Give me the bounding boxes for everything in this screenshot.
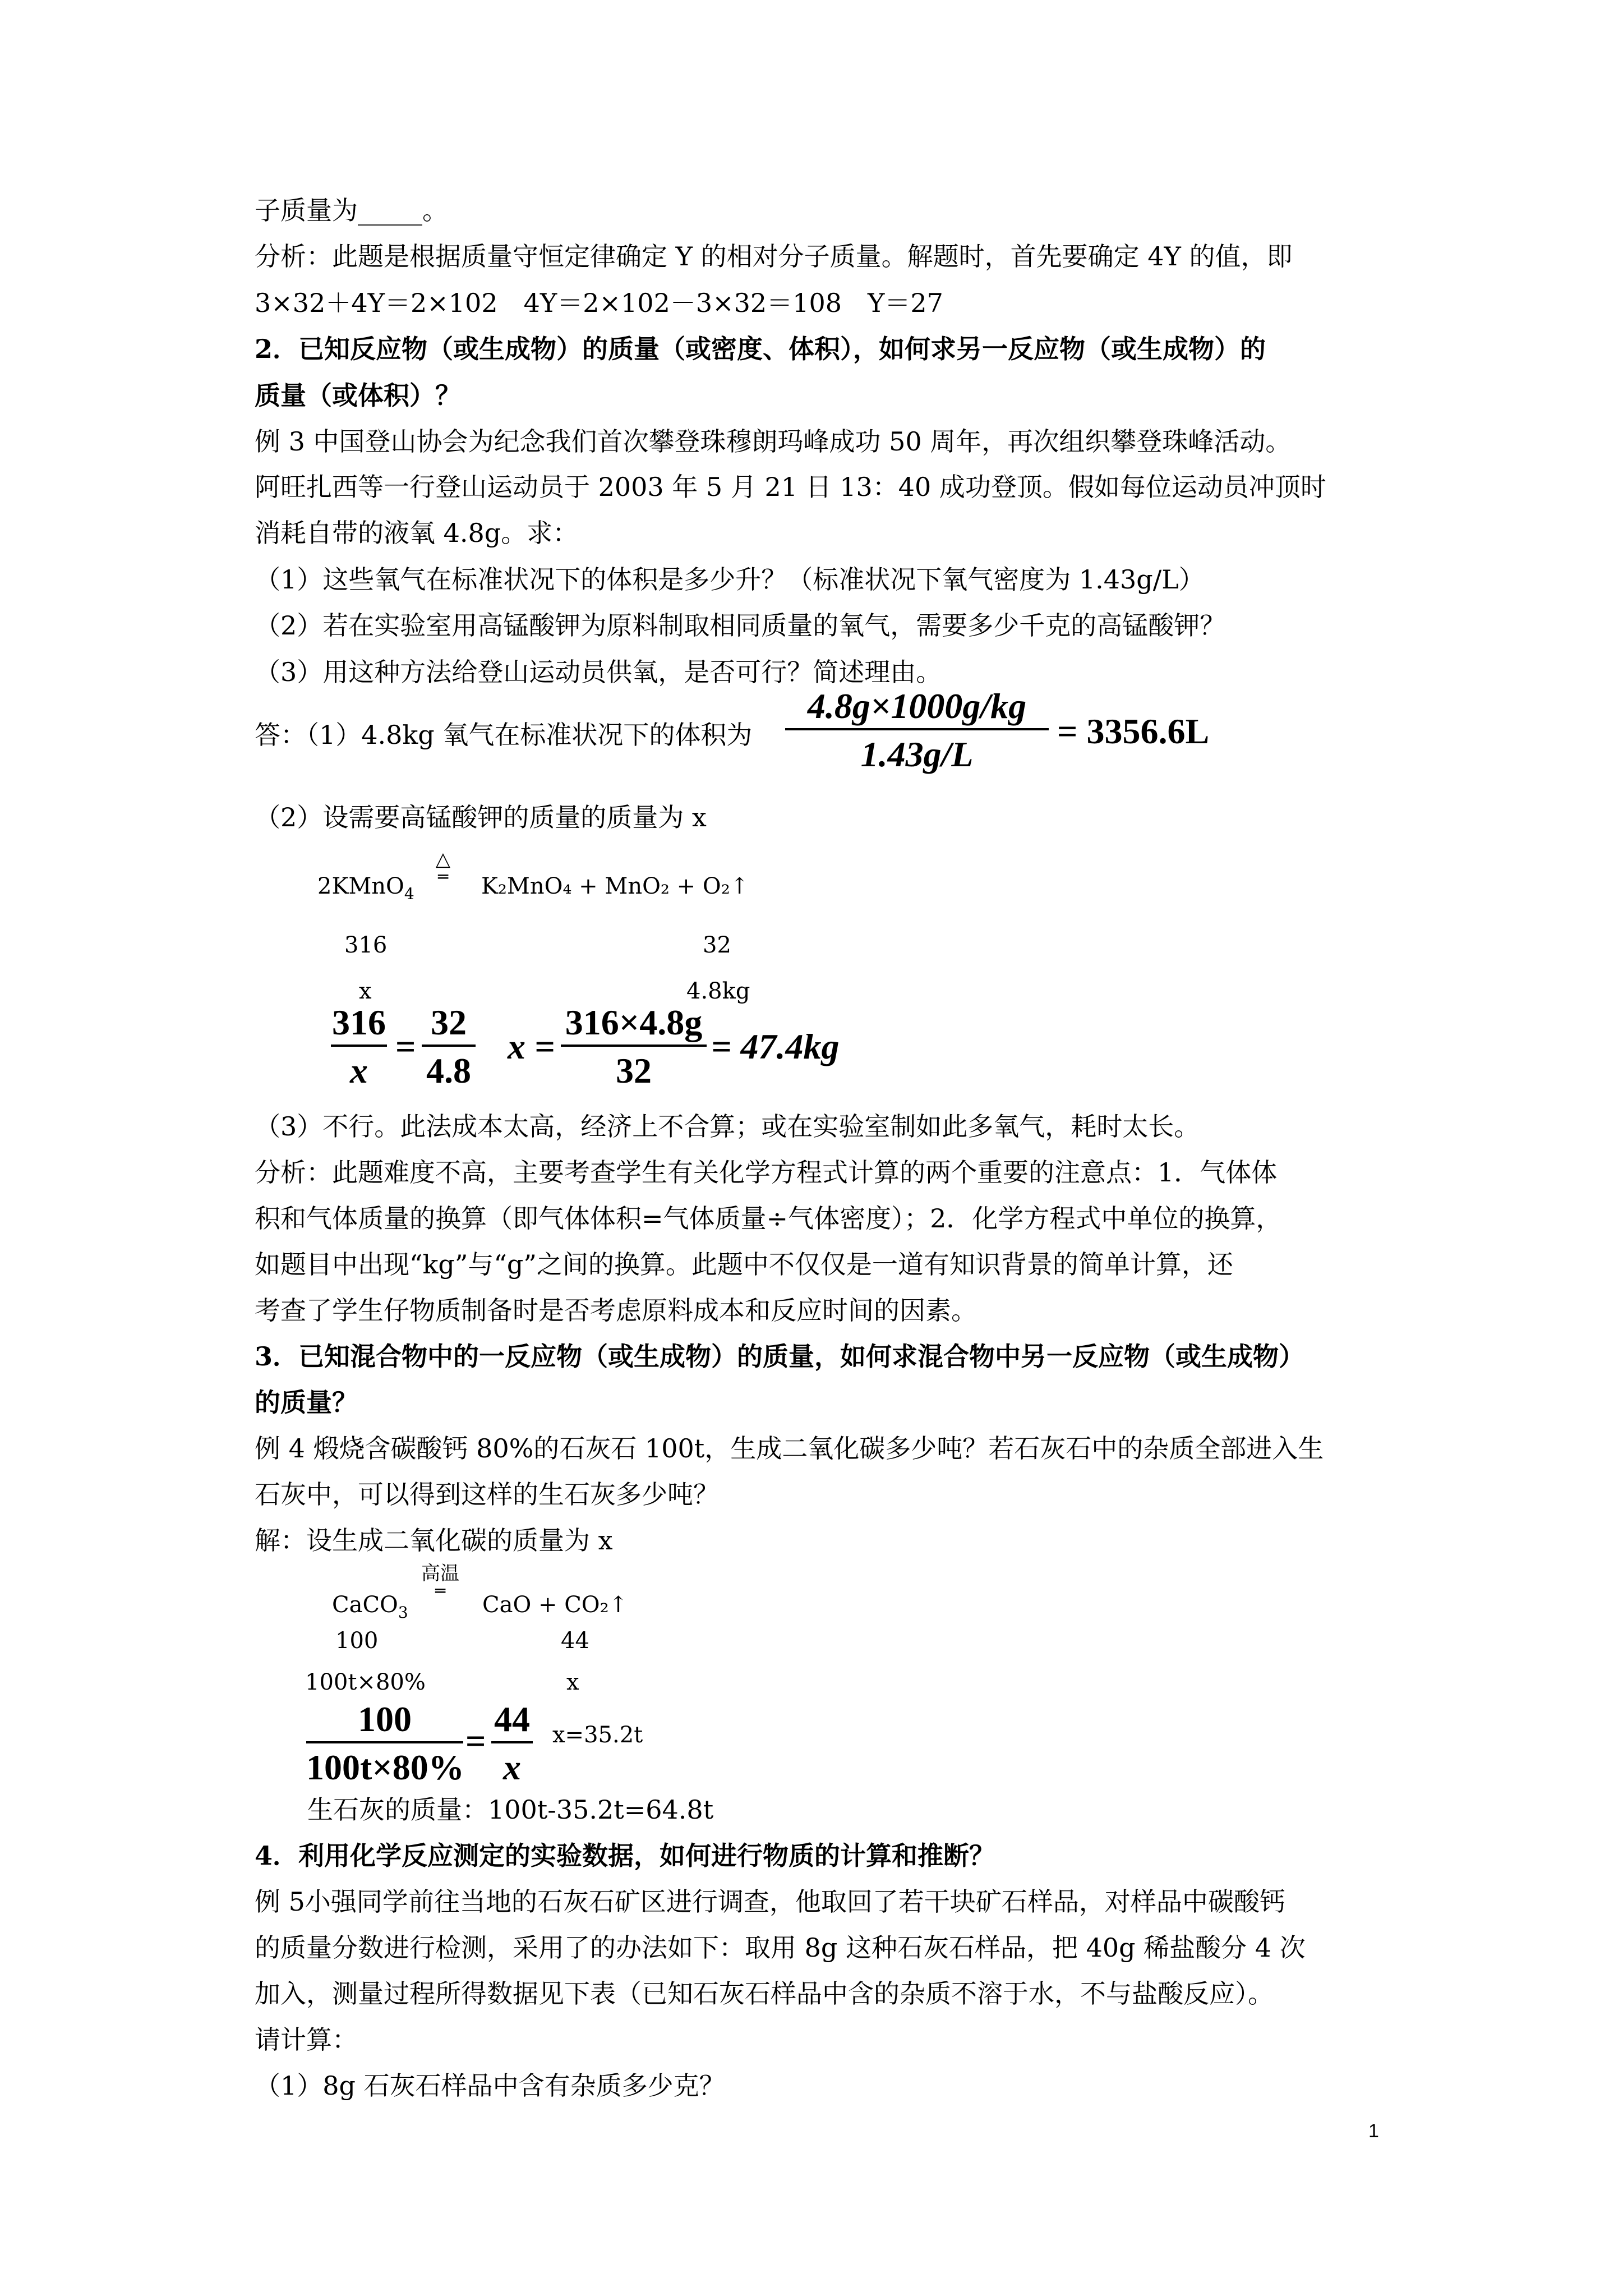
result-value: x=35.2t [552,1722,643,1748]
heat-symbol: △ [435,848,451,871]
section-heading: 质量（或体积）？ [255,380,461,411]
section-heading: 2．已知反应物（或生成物）的质量（或密度、体积），如何求另一反应物（或生成物）的 [255,334,1266,364]
answer-line: 解：设生成二氧化碳的质量为 x [255,1525,613,1556]
text-line: 加入，测量过程所得数据见下表（已知石灰石样品中含的杂质不溶于水，不与盐酸反应）。 [255,1978,1274,2009]
molar-mass-value: 44 [561,1628,589,1654]
given-value: x [359,978,372,1004]
volume-fraction [785,685,1049,775]
condition-label: 高温 [421,1562,459,1585]
products-formula: K₂MnO₄ + MnO₂ + O₂↑ [481,873,749,899]
text-line: 例 3 中国登山协会为纪念我们首次攀登珠穆朗玛峰成功 50 周年，再次组织攀登珠峰活动。 [255,426,1292,457]
page-number: 1 [1368,2120,1379,2142]
products-formula: CaO + CO₂↑ [482,1592,628,1618]
text-line: 3×32＋4Y＝2×102 4Y＝2×102－3×32＝108 Y＝27 [255,288,943,318]
fraction-numerator: 316 [332,1002,386,1042]
fraction-denominator: 4.8 [426,1051,471,1091]
ratio-fraction [422,1002,476,1092]
question-item: （1）这些氧气在标准状况下的体积是多少升？（标准状况下氧气密度为 1.43g/L） [255,564,1205,595]
equals-sign: = [465,1721,486,1761]
given-value: 4.8kg [686,978,750,1004]
reactant-formula: 2KMnO$_4$ [317,873,414,903]
variable-lhs: x = [508,1027,555,1066]
fraction-bar [785,728,1049,730]
answer-line: （2）设需要高锰酸钾的质量的质量为 x [255,802,707,832]
fraction-denominator: 32 [616,1051,652,1091]
fraction-numerator: 32 [431,1002,467,1042]
text-line: 例 4 煅烧含碳酸钙 80%的石灰石 100t，生成二氧化碳多少吨？若石灰石中的杂质全部进入生 [255,1433,1324,1464]
fraction-bar [561,1045,707,1047]
section-heading: 4．利用化学反应测定的实验数据，如何进行物质的计算和推断？ [255,1841,995,1871]
section-heading: 3．已知混合物中的一反应物（或生成物）的质量，如何求混合物中另一反应物（或生成物） [255,1341,1305,1372]
molar-mass-value: 32 [703,932,731,958]
equals-sign: ═ [435,1581,446,1601]
answer-line: 生石灰的质量：100t-35.2t=64.8t [307,1795,714,1825]
question-item: （2）若在实验室用高锰酸钾为原料制取相同质量的氧气，需要多少千克的高锰酸钾？ [255,610,1226,641]
text-line: 积和气体质量的换算（即气体体积=气体质量÷气体密度）；2．化学方程式中单位的换算， [255,1203,1282,1234]
equals-sign: = [395,1027,416,1066]
reaction-condition [426,850,460,886]
text-line: 如题目中出现“kg”与“g”之间的换算。此题中不仅仅是一道有知识背景的简单计算，还 [255,1249,1233,1280]
ratio-fraction [331,1002,387,1092]
fraction-bar [422,1045,476,1047]
question-item: （1）8g 石灰石样品中含有杂质多少克？ [255,2070,725,2101]
fraction-denominator: x [503,1747,521,1787]
ratio-fraction [306,1699,463,1788]
answer-line: （3）不行。此法成本太高，经济上不合算；或在实验室制如此多氧气，耗时太长。 [255,1111,1200,1142]
mass-result: = 47.4kg [711,1027,840,1066]
fraction-bar [331,1045,387,1047]
question-item: （3）用这种方法给登山运动员供氧，是否可行？简述理由。 [255,657,942,687]
reactant-formula: CaCO$_3$ [332,1592,408,1622]
fraction-numerator: 100 [358,1699,412,1739]
fraction-numerator: 316×4.8g [565,1002,703,1042]
molar-mass-value: 100 [335,1628,379,1654]
text-line: 消耗自带的液氧 4.8g。求： [255,518,579,548]
molar-mass-value: 316 [344,932,388,958]
fraction-denominator: x [350,1051,368,1091]
text-line: 的质量分数进行检测，采用了的办法如下：取用 8g 这种石灰石样品，把 40g 稀盐酸分 4 次 [255,1932,1306,1963]
given-value: x [566,1669,579,1695]
fraction-denominator: 1.43g/L [860,734,974,774]
fraction-numerator: 4.8g×1000g/kg [807,686,1027,726]
fraction-bar [491,1741,533,1743]
ratio-fraction [491,1699,533,1788]
section-heading: 的质量？ [255,1387,358,1418]
text-line: 分析：此题是根据质量守恒定律确定 Y 的相对分子质量。解题时，首先要确定 4Y 的值，即 [255,241,1293,272]
text-line: 例 5小强同学前往当地的石灰石矿区进行调查，他取回了若干块矿石样品，对样品中碳酸钙 [255,1887,1285,1917]
reaction-condition [418,1564,463,1600]
equals-sign: ═ [437,867,449,887]
text-line: 考查了学生仔物质制备时是否考虑原料成本和反应时间的因素。 [255,1295,977,1326]
mass-fraction [561,1002,707,1092]
answer-line: 答：（1）4.8kg 氧气在标准状况下的体积为 [255,720,753,750]
fraction-bar [306,1741,463,1743]
text-line: 阿旺扎西等一行登山运动员于 2003 年 5 月 21 日 13：40 成功登顶。假如每位运动员冲顶时 [255,472,1326,502]
text-line: 石灰中，可以得到这样的生石灰多少吨？ [255,1479,719,1510]
volume-result: = 3356.6L [1057,711,1210,751]
text-line: 请计算： [255,2024,358,2055]
text-line: 子质量为_____。 [255,195,448,226]
given-value: 100t×80% [305,1669,426,1695]
fraction-denominator: 100t×80% [306,1747,464,1787]
text-line: 分析：此题难度不高，主要考查学生有关化学方程式计算的两个重要的注意点：1．气体体 [255,1157,1278,1188]
fraction-numerator: 44 [494,1699,530,1739]
